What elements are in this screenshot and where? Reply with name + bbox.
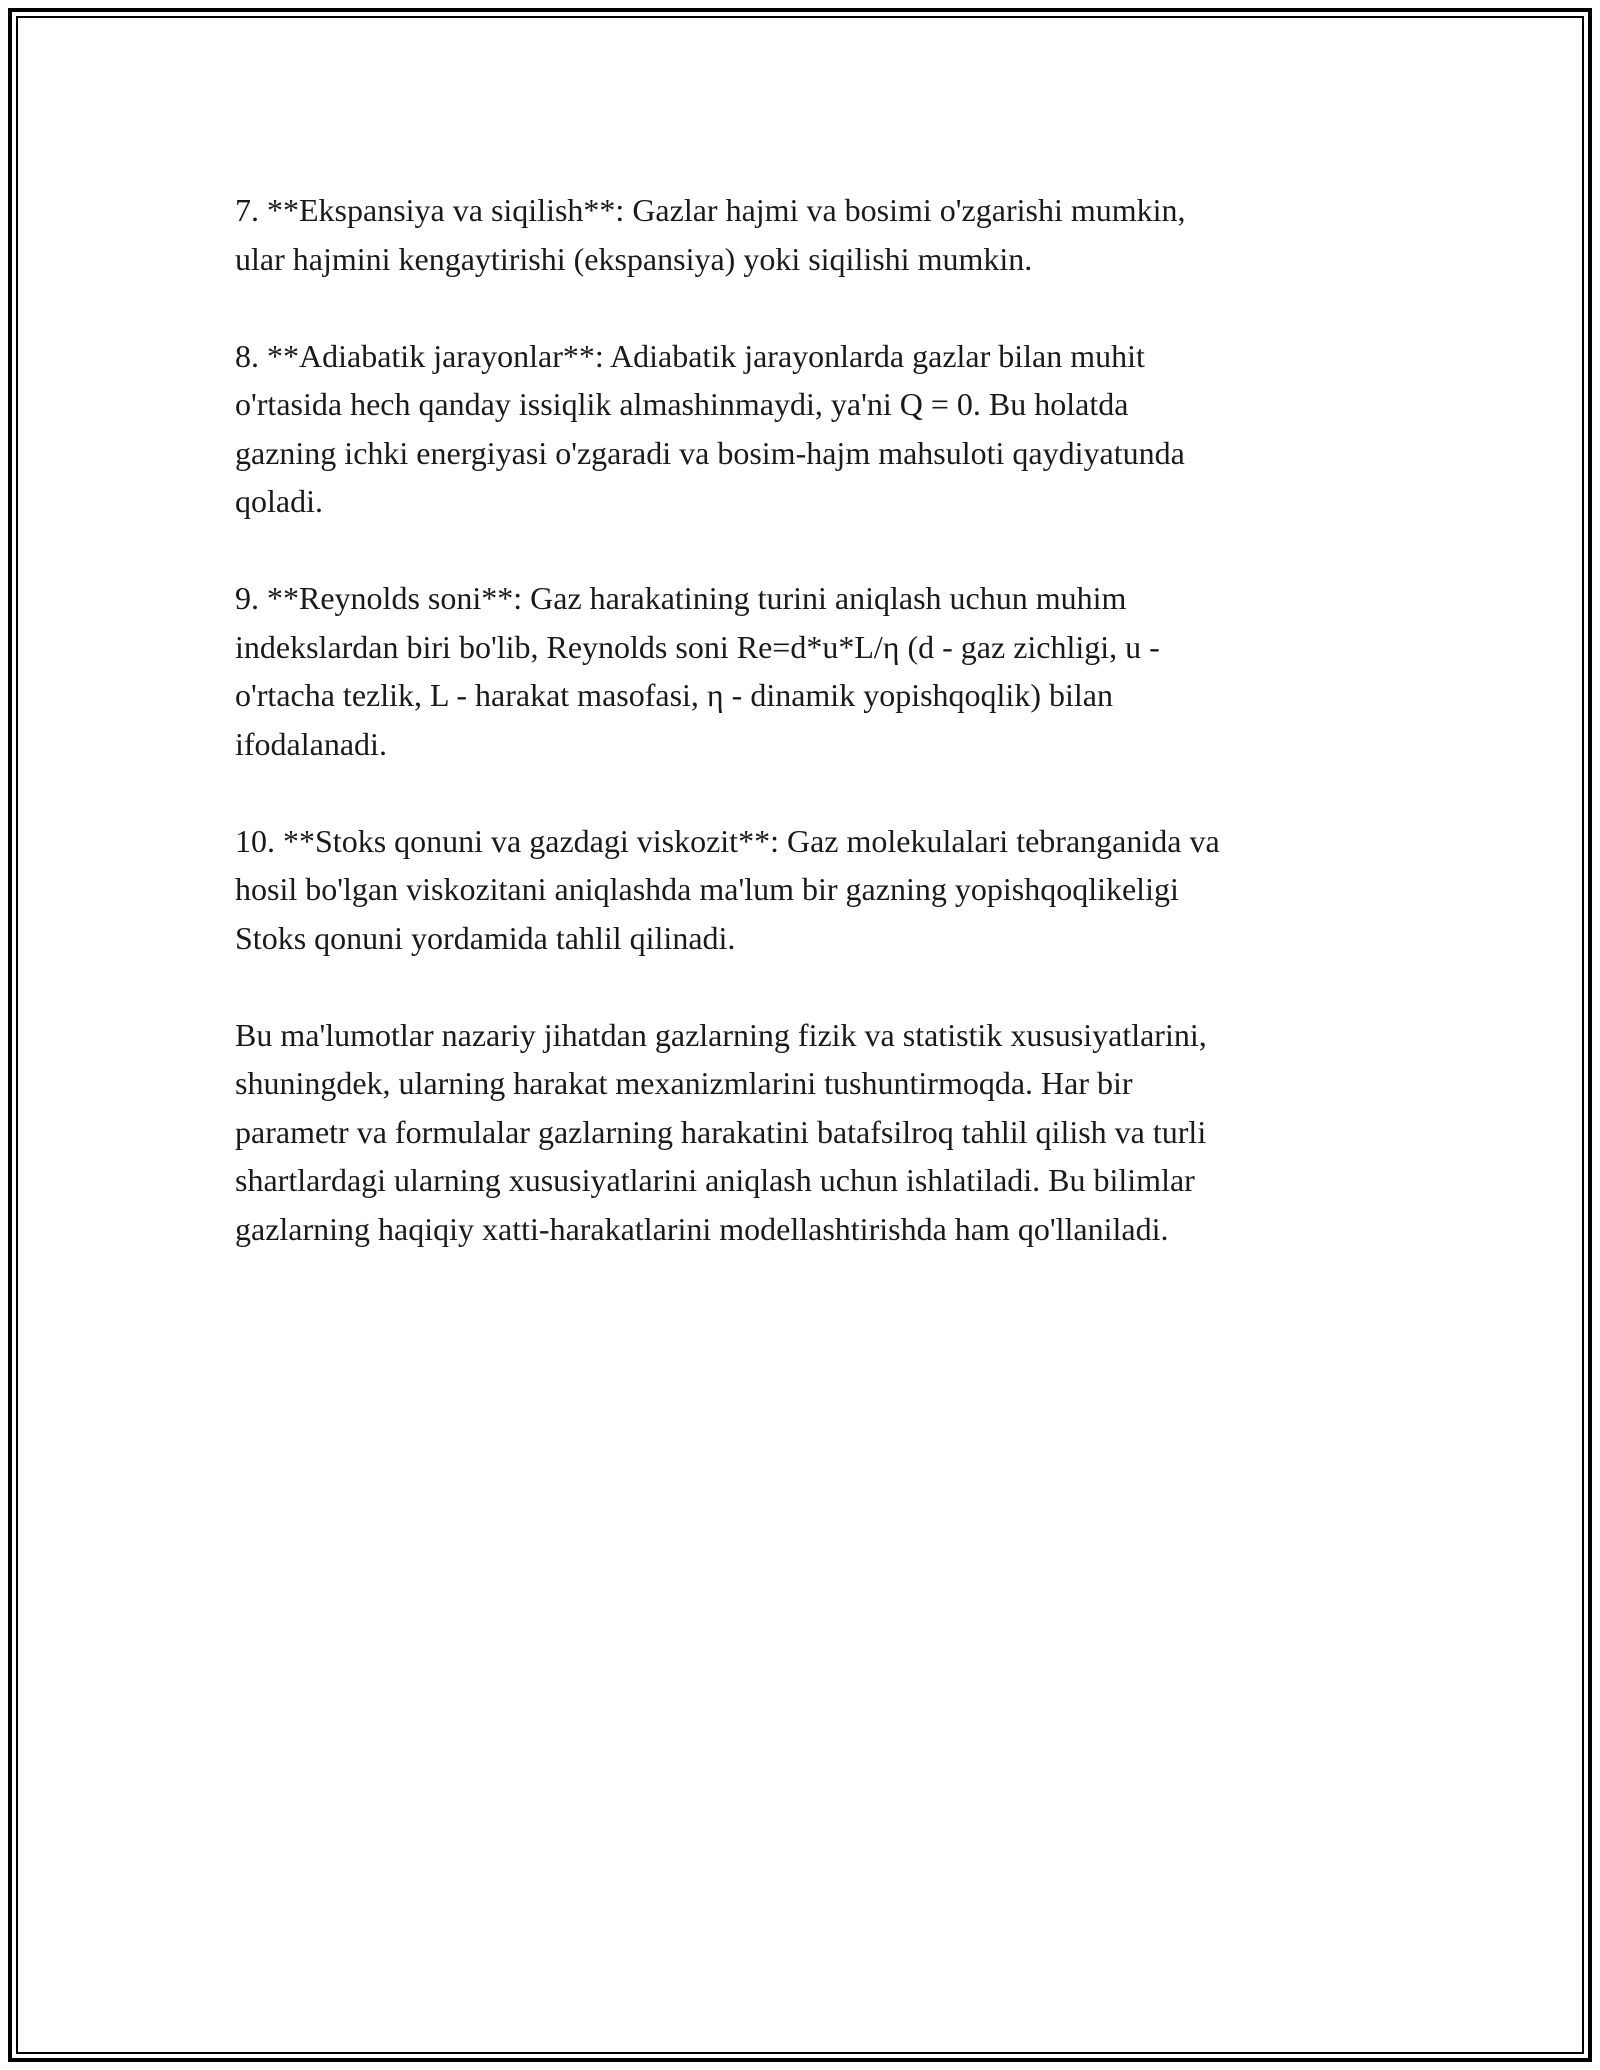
- paragraph-conclusion: Bu ma'lumotlar nazariy jihatdan gazlarning fizik va statistik xususiyatlarini, shuningdek, ularning harakat mexanizmlarini tushuntirmoqda. Har bir parametr va formulalar gazlarning harakatini batafsilroq tahlil qilish va turli shartlardagi ularning xususiyatlarini aniqlash uchun ishlatiladi. Bu bilimlar gazlarning haqiqiy xatti-harakatlarini modellashtirishda ham qo'llaniladi.: [235, 1016, 1207, 1247]
- document-body: [235, 186, 1395, 1302]
- paragraph-stokes-law: 10. **Stoks qonuni va gazdagi viskozit**: Gaz molekulalari tebranganida va hosil bo'lgan viskozitani aniqlashda ma'lum bir gazning yopishqoqlikeligi Stoks qonuni yordamida tahlil qilinadi.: [235, 822, 1220, 956]
- paragraph-adiabatic-processes: 8. **Adiabatik jarayonlar**: Adiabatik jarayonlarda gazlar bilan muhit o'rtasida hech qanday issiqlik almashinmaydi, ya'ni Q = 0. Bu holatda gazning ichki energiyasi o'zgaradi va bosim-hajm mahsuloti qaydiyatunda qoladi.: [235, 337, 1185, 519]
- paragraph-reynolds-number: 9. **Reynolds soni**: Gaz harakatining turini aniqlash uchun muhim indekslardan biri bo'lib, Reynolds soni Re=d*u*L/η (d - gaz zichligi, u - o'rtacha tezlik, L - harakat masofasi, η - dinamik yopishqoqlik) bilan ifodalanadi.: [235, 580, 1160, 762]
- paragraph-expansion-compression: 7. **Ekspansiya va siqilish**: Gazlar hajmi va bosimi o'zgarishi mumkin, ular hajmini kengaytirishi (ekspansiya) yoki siqilishi mumkin.: [235, 192, 1186, 277]
